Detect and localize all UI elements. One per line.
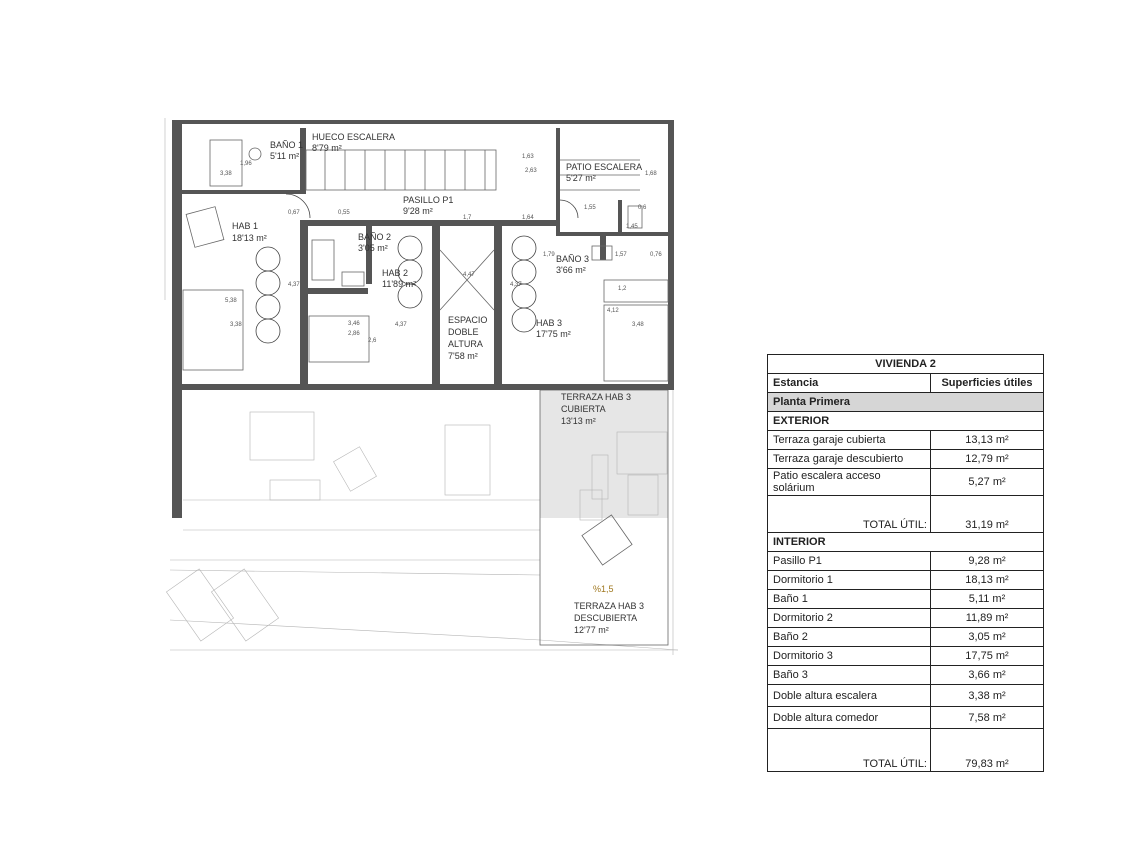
dimension: 0,76 [650, 252, 662, 258]
room-name: Doble altura escalera [768, 685, 931, 707]
room-label: ESPACIO [448, 315, 488, 325]
floor-label: Planta Primera [768, 393, 1044, 412]
total-label: TOTAL ÚTIL: [768, 496, 931, 533]
room-area: 17'75 m² [536, 329, 571, 339]
room-area: 7'58 m² [448, 351, 478, 361]
room-area-value: 5,27 m² [931, 469, 1044, 496]
room-label: DOBLE [448, 327, 479, 337]
room-label: CUBIERTA [561, 404, 606, 414]
room-label: HAB 1 [232, 221, 259, 231]
room-name: Terraza garaje descubierto [768, 450, 931, 469]
dimension: 1,57 [615, 252, 627, 258]
room-area-value: 3,66 m² [931, 666, 1044, 685]
room-area-value: 13,13 m² [931, 431, 1044, 450]
dimension: 2,86 [348, 331, 360, 337]
table-row [768, 707, 1044, 729]
room-area: 9'28 m² [403, 206, 433, 216]
room-area-value: 11,89 m² [931, 609, 1044, 628]
room-name: Dormitorio 3 [768, 647, 931, 666]
table-row [768, 628, 1044, 647]
room-name: Dormitorio 1 [768, 571, 931, 590]
table-row [768, 647, 1044, 666]
room-label: ALTURA [448, 339, 483, 349]
room-area-value: 3,38 m² [931, 685, 1044, 707]
room-label: BAÑO 3 [556, 254, 590, 264]
total-label: TOTAL ÚTIL: [768, 729, 931, 772]
total-value: 31,19 m² [931, 496, 1044, 533]
dimension: 4,37 [395, 322, 407, 328]
room-area-value: 9,28 m² [931, 552, 1044, 571]
room-name: Dormitorio 2 [768, 609, 931, 628]
room-label: TERRAZA HAB 3 [561, 392, 632, 402]
room-area: 18'13 m² [232, 233, 267, 243]
room-area: 3'66 m² [556, 265, 586, 275]
area-table [767, 354, 1044, 772]
col-header-area: Superficies útiles [931, 374, 1044, 393]
dimension: 4,37 [288, 282, 300, 288]
dimension: 3,38 [230, 322, 242, 328]
table-title: VIVIENDA 2 [768, 355, 1044, 374]
room-name: Doble altura comedor [768, 707, 931, 729]
dimension: 1,7 [463, 215, 472, 221]
dimension: 1,79 [543, 252, 555, 258]
room-area-value: 18,13 m² [931, 571, 1044, 590]
dimension: 4,37 [510, 282, 522, 288]
table-row [768, 552, 1044, 571]
table-row [768, 590, 1044, 609]
dimension: 1,96 [240, 161, 252, 167]
room-area: 5'27 m² [566, 173, 596, 183]
dimension: 4,47 [463, 272, 475, 278]
table-row [768, 685, 1044, 707]
table-row [768, 571, 1044, 590]
room-label: HUECO ESCALERA [312, 132, 396, 142]
slope-label: %1,5 [593, 584, 614, 594]
room-label: HAB 3 [536, 318, 563, 328]
room-label: BAÑO 1 [270, 140, 304, 150]
room-area-value: 7,58 m² [931, 707, 1044, 729]
dimension: 1,64 [522, 215, 534, 221]
dimension: 5,38 [225, 298, 237, 304]
dimension: 1,63 [522, 154, 534, 160]
room-area-value: 3,05 m² [931, 628, 1044, 647]
room-area: 3'05 m² [358, 243, 388, 253]
dimension: 3,48 [632, 322, 644, 328]
room-name: Baño 1 [768, 590, 931, 609]
room-label: TERRAZA HAB 3 [574, 601, 645, 611]
room-area: 5'11 m² [270, 151, 300, 161]
dimension: 2,63 [525, 168, 537, 174]
dimension: 1,45 [626, 224, 638, 230]
room-area: 8'79 m² [312, 143, 342, 153]
col-header-room: Estancia [768, 374, 931, 393]
dimension: 3,46 [348, 321, 360, 327]
room-name: Patio escalera acceso solárium [768, 469, 931, 496]
dimension: 1,55 [584, 205, 596, 211]
room-area: 11'89 m² [382, 279, 417, 289]
room-name: Baño 3 [768, 666, 931, 685]
dimension: 0,6 [638, 205, 647, 211]
table-row [768, 609, 1044, 628]
total-value: 79,83 m² [931, 729, 1044, 772]
room-area-value: 17,75 m² [931, 647, 1044, 666]
room-label: DESCUBIERTA [574, 613, 638, 623]
table-row [768, 469, 1044, 496]
dimension: 0,67 [288, 210, 300, 216]
room-label: PATIO ESCALERA [566, 162, 643, 172]
dimension: 1,2 [618, 286, 627, 292]
dimension-labels [220, 154, 662, 344]
room-area-value: 12,79 m² [931, 450, 1044, 469]
dimension: 1,68 [645, 171, 657, 177]
dimension: 0,55 [338, 210, 350, 216]
section-exterior: EXTERIOR [768, 412, 1044, 431]
room-label: PASILLO P1 [403, 195, 454, 205]
table-row [768, 431, 1044, 450]
table-row [768, 450, 1044, 469]
room-area: 12'77 m² [574, 625, 609, 635]
room-label: BAÑO 2 [358, 232, 392, 242]
dimension: 3,38 [220, 171, 232, 177]
dimension: 2,6 [368, 338, 377, 344]
room-name: Pasillo P1 [768, 552, 931, 571]
room-name: Terraza garaje cubierta [768, 431, 931, 450]
dimension: 4,12 [607, 308, 619, 314]
room-name: Baño 2 [768, 628, 931, 647]
section-interior: INTERIOR [768, 533, 1044, 552]
room-area-value: 5,11 m² [931, 590, 1044, 609]
table-row [768, 666, 1044, 685]
room-area: 13'13 m² [561, 416, 596, 426]
room-label: HAB 2 [382, 268, 409, 278]
